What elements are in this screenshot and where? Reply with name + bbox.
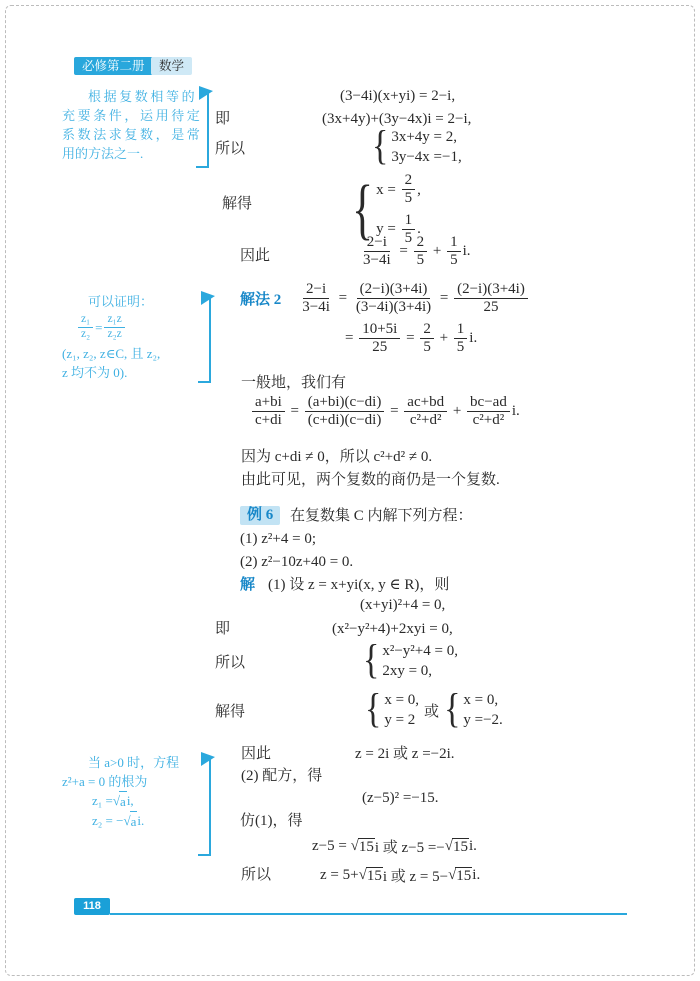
example6-item2: (2) z²−10z+40 = 0. [240,554,354,570]
sqrt-radical: √ 15 [359,867,383,885]
fraction: $\frac{1}{5}$ [402,212,416,248]
equation-system: { x²−y²+4 = 0, 2xy = 0, [363,638,458,683]
sqrt-radical: √ a [123,811,137,831]
solve-label: 解 [240,577,256,593]
margin-note-proof: 可以证明： $\frac{\text{z₁}}{\text{z₂}}$ = $\frac{\text{z₁z}}{\text{z₂z}}$ (z₁, z₂, z∈C, 且 z₂, z 均不为 0). [62,292,202,382]
brace-icon: { [372,124,389,169]
equation: (x²−y²+4)+2xyi = 0, [332,621,453,637]
fraction: $\frac{2-i}{3-4i}$ [363,234,391,269]
equation-system: { x = 0, y = 2 [365,687,420,732]
note-flag-icon [198,295,211,383]
sqrt-radical: √ 15 [351,838,375,856]
sqrt-radical: √ a [113,791,127,811]
fraction: $\frac{\text{z₁z}}{\text{z₂z}}$ [104,313,124,342]
margin-note-roots: 当 a>0 时，方程 z²+a = 0 的根为 z₁ = √ a i, z₂ = − √ a i. [62,753,202,831]
sqrt-radical: √ 15 [445,838,469,856]
fraction: $\frac{a+bi}{c+di}$ [252,394,285,430]
equation-result: $\frac{2-i}{3-4i}$ = $\frac{2}{5}$ + $\frac{1}{5}$ i. [358,234,471,270]
conclusion-line: 由此可见，两个复数的商仍是一个复数. [241,472,500,488]
sqrt-radical: √ 15 [448,867,472,885]
equation: (z−5)² =−15. [362,790,439,806]
equation-system: { 3x+4y = 2, 3y−4x =−1, [372,124,462,169]
margin-note-method: 根据复数相等的 充要条件，运用待定 系数法求复数，是常 用的方法之一. [62,89,203,161]
equation-final: z = 5+ √ 15 i 或 z = 5− √ 15 i. [320,865,480,886]
equation-system: { x = $\frac{2}{5}$ , y = $\frac{1}{5}$ . [352,170,421,247]
subject-badge: 数学 [151,57,192,75]
connector-label: 解得 [215,704,246,720]
fraction: $\frac{2-i}{3-4i}$ [302,281,330,316]
equation: (3x+4y)+(3y−4x)i = 2−i, [322,111,472,127]
brace-icon: { [365,687,382,732]
fraction: $\frac{2}{5}$ [402,172,416,208]
fraction: $\frac{1}{5}$ [447,234,461,270]
fraction: $\frac{1}{5}$ [454,321,468,357]
connector-label: 解得 [222,196,253,212]
note-flag-icon [196,90,209,168]
example6-title: 在复数集 C 内解下列方程： [290,508,473,524]
example6-item1: (1) z²+4 = 0; [240,531,316,547]
page-number-badge: 118 [74,898,110,915]
equation: (x+yi)²+4 = 0, [360,597,446,613]
volume-badge: 必修第二册 [74,57,153,75]
solution2-line1: 解法 2 $\frac{2-i}{3-4i}$ = $\frac{(2-i)(3+4i)}{(3-4i)(3+4i)}$ = $\frac{(2-i)(3+4i)}{25}$ [240,281,530,317]
solve-setup: (1) 设 z = x+yi(x, y ∈ R)，则 [268,577,450,593]
connector-label: 因此 [240,248,271,264]
connector-label: 所以 [215,141,246,157]
equation-system: { x = 0, y =−2. [444,687,503,732]
general-intro: 一般地，我们有 [241,375,347,391]
fraction: $\frac{2}{5}$ [414,234,428,270]
fraction: $\frac{bc-ad}{\text{c²+d²}}$ [467,394,510,430]
fraction: $\frac{(2-i)(3+4i)}{25}$ [454,281,528,317]
imitate-line: 仿(1)，得 [240,813,303,829]
connector-label: 即 [215,111,231,127]
part2-intro: (2) 配方，得 [241,768,323,784]
solution2-line2: = $\frac{10+5i}{25}$ = $\frac{2}{5}$ + $\frac{1}{5}$ i. [345,321,478,356]
note-fraction-identity: $\frac{\text{z₁}}{\text{z₂}}$ = $\frac{\text{z₁z}}{\text{z₂z}}$ [76,313,202,342]
because-line: 因为 c+di ≠ 0，所以 c²+d² ≠ 0. [241,449,433,465]
equation-result: z = 2i 或 z =−2i. [355,746,455,762]
brace-icon: { [363,638,380,683]
connector-label: 即 [215,621,231,637]
brace-icon: { [444,687,461,732]
connector-label: 所以 [215,655,246,671]
equation: (3−4i)(x+yi) = 2−i, [340,88,456,104]
fraction: $\frac{(2-i)(3+4i)}{(3-4i)(3+4i)}$ [355,281,432,316]
example6-badge: 例 6 [240,506,280,525]
connector-label: 所以 [241,867,272,883]
general-formula: $\frac{a+bi}{c+di}$ = $\frac{(a+bi)(c-di)}{(c+di)(c-di)}$ = $\frac{ac+bd}{\text{c²+d²}}$ + $\frac{bc-ad}{\text{c²+d²}}$ i. [250,394,520,430]
fraction: $\frac{(a+bi)(c-di)}{(c+di)(c-di)}$ [305,394,385,430]
method2-label: 解法 2 [240,292,282,309]
fraction: $\frac{\text{z₁}}{\text{z₂}}$ [78,313,93,342]
note-flag-icon [198,756,211,856]
footer-rule [110,913,627,915]
connector-label: 因此 [241,746,272,762]
or-word: 或 [424,703,440,720]
equation-roots: z−5 = √ 15 i 或 z−5 =− √ 15 i. [312,836,477,857]
fraction: $\frac{2}{5}$ [420,321,434,357]
solution-pair [365,687,503,732]
fraction: $\frac{ac+bd}{\text{c²+d²}}$ [404,394,447,430]
brace-icon: { [352,170,374,247]
fraction: $\frac{10+5i}{25}$ [359,321,400,357]
